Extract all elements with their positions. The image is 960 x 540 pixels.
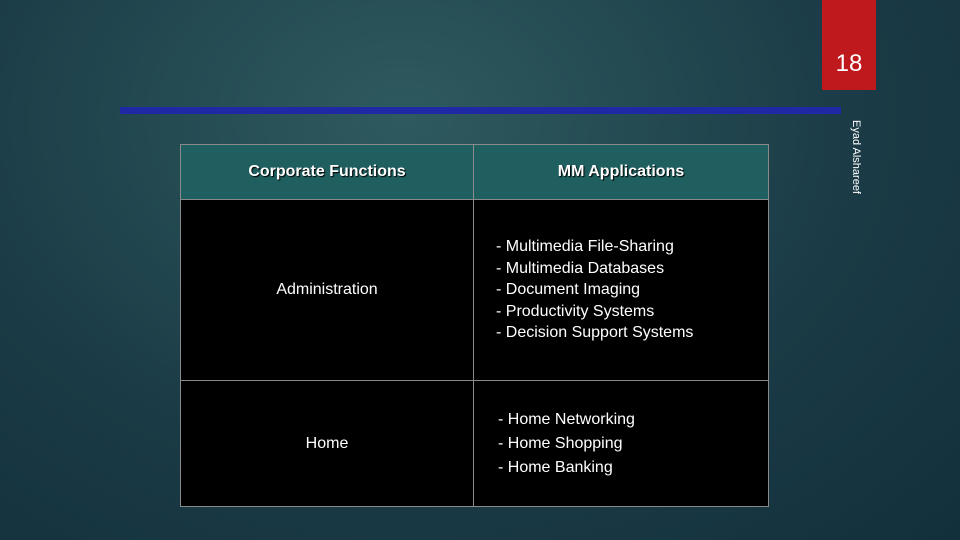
functions-table — [180, 144, 769, 507]
list-item: - Home Networking — [498, 410, 635, 428]
slide-number-box — [822, 0, 876, 90]
applications-cell — [474, 381, 769, 507]
header-mm-applications: MM Applications — [474, 145, 769, 200]
list-item: - Home Banking — [498, 458, 613, 476]
table-row — [181, 381, 769, 507]
list-item: - Multimedia File-Sharing — [496, 238, 674, 256]
list-item: - Home Shopping — [498, 434, 623, 452]
function-cell: Administration — [181, 200, 474, 381]
list-item: - Document Imaging — [496, 281, 641, 299]
list-item: - Decision Support Systems — [496, 324, 694, 342]
author-label: Eyad Alshareef — [850, 120, 862, 194]
function-cell: Home — [181, 381, 474, 507]
list-item: - Productivity Systems — [496, 302, 655, 320]
title-rule-bar — [120, 107, 841, 114]
table-row — [181, 200, 769, 381]
table-header-row — [181, 145, 769, 200]
header-corporate-functions: Corporate Functions — [181, 145, 474, 200]
list-item: - Multimedia Databases — [496, 259, 665, 277]
applications-cell — [474, 200, 769, 381]
slide-number: 18 — [835, 50, 863, 77]
